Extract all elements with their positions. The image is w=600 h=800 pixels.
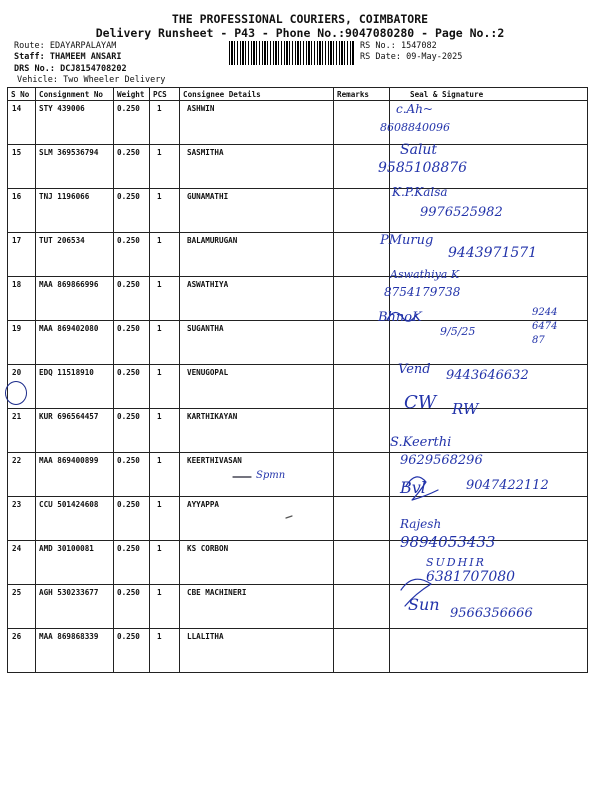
cell-consignment: MAA 869866996 xyxy=(36,277,114,321)
cell-weight: 0.250 xyxy=(114,453,150,497)
cell-pcs: 1 xyxy=(150,189,180,233)
vehicle-label: Vehicle: xyxy=(17,75,58,85)
col-remarks: Remarks xyxy=(334,88,390,101)
cell-weight: 0.250 xyxy=(114,321,150,365)
cell-consignee: SUGANTHA xyxy=(180,321,334,365)
cell-consignment: TUT 206534 xyxy=(36,233,114,277)
cell-pcs: 1 xyxy=(150,101,180,145)
cell-weight: 0.250 xyxy=(114,585,150,629)
cell-consignment: CCU 501424608 xyxy=(36,497,114,541)
handwritten-phone-20: 9443646632 xyxy=(446,368,529,383)
cell-weight: 0.250 xyxy=(114,189,150,233)
cell-pcs: 1 xyxy=(150,277,180,321)
cell-pcs: 1 xyxy=(150,453,180,497)
cell-consignee: LLALITHA xyxy=(180,629,334,673)
handwritten-phone-25: 6381707080 xyxy=(426,569,516,585)
cell-consignee: AYYAPPA xyxy=(180,497,334,541)
handwritten-phone-19: 9244 6474 87 xyxy=(532,307,558,346)
cell-consignment: AMD 30100081 xyxy=(36,541,114,585)
rs-date-value: 09-May-2025 xyxy=(406,52,463,62)
cell-consignee: ASWATHIYA xyxy=(180,277,334,321)
handwritten-name-16: K.P.Kalsa xyxy=(392,185,448,199)
cell-consignee: KARTHIKAYAN xyxy=(180,409,334,453)
handwritten-mark-21: CW xyxy=(404,392,437,413)
cell-weight: 0.250 xyxy=(114,365,150,409)
runsheet-subtitle: Delivery Runsheet - P43 - Phone No.:9047080280 - Page No.:2 xyxy=(95,26,505,40)
signature-17: PMurug xyxy=(380,233,434,248)
cell-sno: 16 xyxy=(8,189,36,233)
cell-sno: 14 xyxy=(8,101,36,145)
cell-pcs: 1 xyxy=(150,321,180,365)
staff-value: THAMEEM ANSARI xyxy=(49,52,122,62)
cell-weight: 0.250 xyxy=(114,541,150,585)
cell-sno: 21 xyxy=(8,409,36,453)
cell-consignment: MAA 869400899 xyxy=(36,453,114,497)
cell-sno: 22 xyxy=(8,453,36,497)
cell-consignee: SASMITHA xyxy=(180,145,334,189)
vehicle-value: Two Wheeler Delivery xyxy=(63,75,166,85)
cell-consignment: KUR 696564457 xyxy=(36,409,114,453)
route-value: EDAYARPALAYAM xyxy=(49,41,117,51)
cell-weight: 0.250 xyxy=(114,277,150,321)
cell-consignment: AGH 530233677 xyxy=(36,585,114,629)
cell-pcs: 1 xyxy=(150,409,180,453)
handwritten-name-18: Aswathiya K xyxy=(390,268,460,281)
cell-consignee: GUNAMATHI xyxy=(180,189,334,233)
cell-sno: 26 xyxy=(8,629,36,673)
cell-consignee: KEERTHIVASAN xyxy=(180,453,334,497)
cell-consignee: CBE MACHINERI xyxy=(180,585,334,629)
cell-sno: 24 xyxy=(8,541,36,585)
cell-sno: 17 xyxy=(8,233,36,277)
signature-20: Vend xyxy=(398,362,431,377)
cell-weight: 0.250 xyxy=(114,101,150,145)
company-title: THE PROFESSIONAL COURIERS, COIMBATORE xyxy=(171,12,429,26)
staff-label: Staff: xyxy=(14,52,45,62)
cell-consignment: MAA 869868339 xyxy=(36,629,114,673)
route-label: Route: xyxy=(14,41,45,51)
rs-no-value: 1547082 xyxy=(400,41,437,51)
cell-weight: 0.250 xyxy=(114,145,150,189)
col-signature: Seal & Signature xyxy=(390,88,588,101)
signature-14: c.Ah~ xyxy=(396,102,433,116)
handwritten-phone-14: 8608840096 xyxy=(380,121,450,134)
drs-value: DCJ8154708202 xyxy=(60,64,127,74)
cell-consignee: BALAMURUGAN xyxy=(180,233,334,277)
rs-date-label: RS Date: xyxy=(360,52,401,62)
rs-no-label: RS No.: xyxy=(360,41,396,51)
cell-sno: 19 xyxy=(8,321,36,365)
cell-consignment: TNJ 1196066 xyxy=(36,189,114,233)
col-weight: Weight xyxy=(114,88,150,101)
cell-consignment: EDQ 11518910 xyxy=(36,365,114,409)
cell-pcs: 1 xyxy=(150,541,180,585)
handwritten-name-24: Rajesh xyxy=(400,517,442,531)
handwritten-phone-17: 9443971571 xyxy=(448,245,538,261)
handwritten-phone-22: 9629568296 xyxy=(400,453,483,468)
cell-pcs: 1 xyxy=(150,629,180,673)
col-consignee: Consignee Details xyxy=(180,88,334,101)
col-sno: S No xyxy=(8,88,36,101)
cell-consignee: VENUGOPAL xyxy=(180,365,334,409)
handwritten-note-23: Spmn xyxy=(256,470,286,481)
cell-consignment: STY 439006 xyxy=(36,101,114,145)
col-consignment: Consignment No xyxy=(36,88,114,101)
cell-weight: 0.250 xyxy=(114,497,150,541)
handwritten-name-25: SUDHIR xyxy=(426,556,486,569)
col-pcs: PCS xyxy=(150,88,180,101)
cell-pcs: 1 xyxy=(150,145,180,189)
handwritten-phone-16: 9976525982 xyxy=(420,205,503,220)
drs-label: DRS No.: xyxy=(14,64,55,74)
cell-pcs: 1 xyxy=(150,585,180,629)
handwritten-phone-26: 9566356666 xyxy=(450,606,533,621)
cell-weight: 0.250 xyxy=(114,409,150,453)
cell-weight: 0.250 xyxy=(114,233,150,277)
handwritten-phone-18: 8754179738 xyxy=(384,285,461,299)
cell-pcs: 1 xyxy=(150,365,180,409)
handwritten-phone-15: 9585108876 xyxy=(378,160,468,176)
cell-consignment: MAA 869402080 xyxy=(36,321,114,365)
handwritten-name-22: S.Keerthi xyxy=(390,435,452,450)
cell-weight: 0.250 xyxy=(114,629,150,673)
cell-sno: 20 xyxy=(8,365,36,409)
signature-19: BhnoK xyxy=(378,310,422,325)
handwritten-phone-23: 9047422112 xyxy=(466,478,549,493)
cell-sno: 15 xyxy=(8,145,36,189)
signature-21: RW xyxy=(452,400,479,418)
cell-consignee: ASHWIN xyxy=(180,101,334,145)
cell-sno: 23 xyxy=(8,497,36,541)
cell-pcs: 1 xyxy=(150,233,180,277)
handwritten-date-19: 9/5/25 xyxy=(440,325,476,338)
cell-consignment: SLM 369536794 xyxy=(36,145,114,189)
cell-consignee: KS CORBON xyxy=(180,541,334,585)
signature-15: Salut xyxy=(400,142,438,158)
handwritten-phone-24: 9894053433 xyxy=(400,533,496,551)
cell-pcs: 1 xyxy=(150,497,180,541)
signature-23: Bvl xyxy=(400,478,426,497)
cell-sno: 18 xyxy=(8,277,36,321)
signature-26: Sun xyxy=(408,595,440,614)
cell-sno: 25 xyxy=(8,585,36,629)
